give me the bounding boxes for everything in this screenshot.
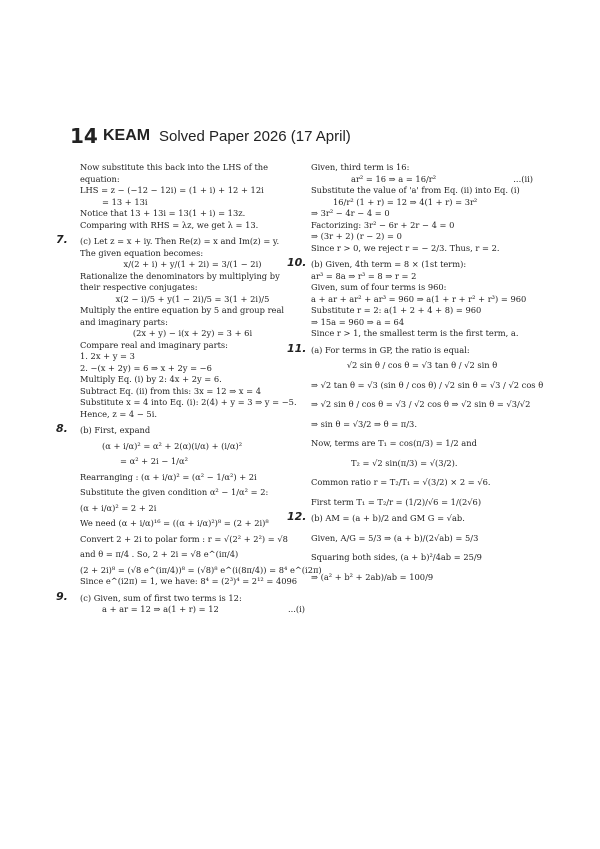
- text-line: Given, third term is 16:: [311, 162, 410, 172]
- page-number: 14: [70, 124, 98, 148]
- equation: Squaring both sides, (a + b)²/4ab = 25/9: [311, 552, 482, 562]
- answer-head: (b) AM = (a + b)/2 and GM G = √ab.: [311, 513, 465, 523]
- equation: ⇒ (a² + b² + 2ab)/ab = 100/9: [311, 571, 434, 582]
- text-line: The given equation becomes:: [80, 247, 204, 258]
- text-line: Since r > 0, we reject r = − 2/3. Thus, r = 2.: [311, 242, 500, 253]
- question-number: 10.: [287, 256, 307, 269]
- text-line: ⇒ 15a = 960 ⇒ a = 64: [311, 316, 405, 327]
- answer-head: (a) For terms in GP, the ratio is equal:: [311, 344, 470, 355]
- text-line: = 13 + 13i: [102, 196, 148, 207]
- question-7: [56, 233, 305, 420]
- question-8: [56, 422, 322, 588]
- equation: (α + i/α)² = α² + 2(α)(i/α) + (i/α)²: [102, 440, 243, 451]
- question-10: [287, 256, 533, 340]
- text-line: Given, sum of four terms is 960:: [311, 282, 447, 292]
- equation: Rearranging : (α + i/α)² = (α² − 1/α²) + 2i: [80, 471, 257, 482]
- text-line: ar³ = 8a ⇒ r³ = 8 ⇒ r = 2: [311, 270, 417, 281]
- equation: ⇒ sin θ = √3/2 ⇒ θ = π/3.: [311, 418, 417, 429]
- equation: ⇒ √2 sin θ / cos θ = √3 / √2 cos θ ⇒ √2 sin θ = √3/√2: [311, 399, 531, 409]
- text-line: Multiply the entire equation by 5 and group real: [80, 305, 285, 315]
- text-line: their respective conjugates:: [80, 282, 198, 292]
- page-header: [70, 124, 540, 146]
- question-number: 11.: [287, 341, 307, 355]
- equation: T₂ = √2 sin(π/3) = √(3/2).: [351, 457, 458, 468]
- text-line: Subtract Eq. (ii) from this: 3x = 12 ⇒ x = 4: [80, 385, 261, 396]
- intro-block: [80, 162, 305, 231]
- equation-tag: ...(ii): [513, 173, 533, 184]
- equation: √2 sin θ / cos θ = √3 tan θ / √2 sin θ: [346, 360, 498, 370]
- right-column: [287, 162, 544, 583]
- equation: Given, A/G = 5/3 ⇒ (a + b)/(2√ab) = 5/3: [311, 532, 479, 543]
- answer-head: (b) First, expand: [80, 425, 151, 435]
- question-number: 9.: [56, 589, 68, 603]
- text-line: Rationalize the denominators by multiplying by: [80, 270, 280, 281]
- question-9: [56, 589, 305, 616]
- equation: ⇒ 3r² − 4r − 4 = 0: [311, 208, 390, 218]
- text-line: Substitute r = 2: a(1 + 2 + 4 + 8) = 960: [311, 305, 482, 315]
- book-subtitle: Solved Paper 2026 (17 April): [159, 128, 351, 145]
- text-line: Compare real and imaginary parts:: [80, 339, 228, 350]
- text-line: and θ = π/4 . So, 2 + 2i = √8 e^(iπ/4): [80, 549, 239, 559]
- text-line: 2. −(x + 2y) = 6 ⇒ x + 2y = −6: [80, 362, 212, 373]
- equation: (2 + 2i)⁸ = (√8 e^(iπ/4))⁸ = (√8)⁸ e^(i(8π/4)) = 8⁴ e^(i2π): [80, 564, 322, 575]
- equation: x/(2 + i) + y/(1 + 2i) = 3/(1 − 2i): [123, 259, 262, 269]
- equation: = α² + 2i − 1/α²: [120, 456, 188, 466]
- text-line: Now substitute this back into the LHS of the: [80, 162, 269, 172]
- text-line: Hence, z = 4 − 5i.: [80, 408, 157, 419]
- book-title: KEAM: [103, 127, 151, 144]
- text-line: equation:: [80, 173, 120, 184]
- text-line: Factorizing: 3r² − 6r + 2r − 4 = 0: [311, 219, 455, 230]
- question-number: 12.: [287, 510, 307, 523]
- text-line: Multiply Eq. (i) by 2: 4x + 2y = 6.: [80, 374, 222, 384]
- equation: Common ratio r = T₂/T₁ = √(3/2) × 2 = √6.: [311, 477, 491, 487]
- text-line: Substitute the given condition α² − 1/α² = 2:: [80, 487, 269, 497]
- text-line: Since r > 1, the smallest term is the first term, a.: [311, 328, 519, 338]
- equation: (α + i/α)² = 2 + 2i: [80, 502, 157, 513]
- equation-tag: ...(i): [287, 604, 305, 614]
- text-line: a + ar + ar² + ar³ = 960 ⇒ a(1 + r + r² + r³) = 960: [311, 293, 527, 304]
- text-line: Comparing with RHS = λz, we get λ = 13.: [80, 219, 259, 230]
- question-number: 7.: [56, 233, 68, 246]
- equation: ar² = 16 ⇒ a = 16/r²: [351, 173, 437, 184]
- equation: We need (α + i/α)¹⁶ = ((α + i/α)²)⁸ = (2 + 2i)⁸: [80, 518, 269, 528]
- answer-head: (c) Given, sum of first two terms is 12:: [80, 592, 242, 603]
- text-line: Substitute the value of 'a' from Eq. (ii) into Eq. (i): [311, 185, 520, 195]
- equation: 16/r² (1 + r) = 12 ⇒ 4(1 + r) = 3r²: [333, 196, 478, 207]
- question-12: [287, 510, 533, 583]
- question-11: [287, 341, 544, 509]
- text-line: and imaginary parts:: [80, 316, 168, 327]
- text-line: Since e^(i2π) = 1, we have: 8⁴ = (2³)⁴ = 2¹² = 4096: [80, 576, 298, 586]
- question-number: 8.: [56, 422, 68, 435]
- equation: First term T₁ = T₂/r = (1/2)/√6 = 1/(2√6): [311, 496, 482, 507]
- text-line: Notice that 13 + 13i = 13(1 + i) = 13z.: [80, 208, 246, 218]
- answer-head: (c) Let z = x + iy. Then Re(z) = x and Im(z) = y.: [80, 236, 280, 246]
- equation: a + ar = 12 ⇒ a(1 + r) = 12: [102, 604, 219, 614]
- equation: x(2 − i)/5 + y(1 − 2i)/5 = 3(1 + 2i)/5: [115, 293, 270, 304]
- equation: ⇒ (3r + 2) (r − 2) = 0: [311, 231, 402, 241]
- text-line: Convert 2 + 2i to polar form : r = √(2² + 2²) = √8: [80, 533, 288, 544]
- text-line: Substitute x = 4 into Eq. (i): 2(4) + y = 3 ⇒ y = −5.: [80, 397, 297, 407]
- equation: (2x + y) − i(x + 2y) = 3 + 6i: [132, 328, 253, 338]
- equation: Now, terms are T₁ = cos(π/3) = 1/2 and: [311, 438, 477, 448]
- text-line: LHS = z − (−12 − 12i) = (1 + i) + 12 + 12i: [80, 185, 264, 195]
- text-line: 1. 2x + y = 3: [80, 351, 135, 361]
- left-column: [56, 162, 322, 616]
- equation: ⇒ √2 tan θ = √3 (sin θ / cos θ) / √2 sin θ = √3 / √2 cos θ: [311, 379, 544, 390]
- answer-head: (b) Given, 4th term = 8 × (1st term):: [311, 259, 467, 269]
